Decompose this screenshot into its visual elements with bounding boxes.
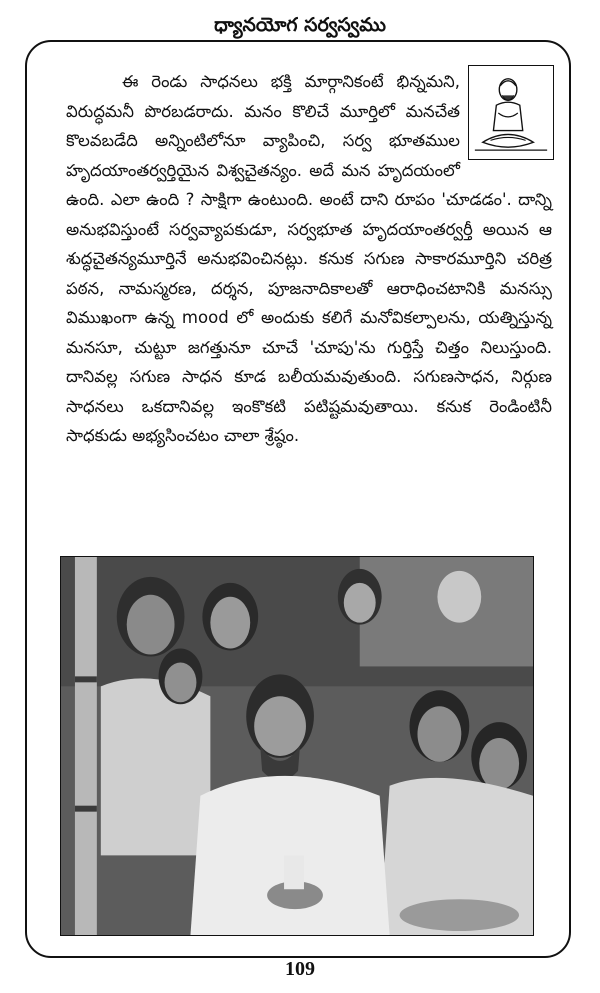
- page-number: 109: [285, 958, 315, 980]
- body-paragraph: ఈ రెండు సాధనలు భక్తి మార్గానికంటే భిన్నమని, విరుద్ధమనీ పొరబడరాదు. మనం కొలిచే మూర్తిలో మనచేత కొలవబడేది అన్నింటిలోనూ వ్యాపించి, సర్వ భూతముల హృదయాంతర్వర్తియైన విశ్వచైతన్యం. అదే మన హృదయంలో ఉంది. ఎలా ఉంది ? సాక్షిగా ఉంటుంది. అంటే దాని రూపం 'చూడడం'. దాన్ని అనుభవిస్తుంటే సర్వవ్యాపకుడూ, సర్వభూత హృదయాంతర్వర్తీ అయిన ఆ శుద్ధచైతన్యమూర్తినే అనుభవించినట్లు. కనుక సగుణ సాకారమూర్తిని చరిత్ర పఠన, నామస్మరణ, దర్శన, పూజనాదికాలతో ఆరాధించటానికి మనస్సు విముఖంగా ఉన్న mood లో అందుకు కలిగే మనోవికల్పాలను, యత్నిస్తున్న మనసూ, చుట్టూ జగత్తునూ చూచే 'చూపు'ను గుర్తిస్తే చిత్తం నిలుస్తుంది. దానివల్ల సగుణ సాధన కూడ బలీయమవుతుంది. సగుణసాధన, నిర్గుణ సాధనలు ఒకదానివల్ల ఇంకొకటి పటిష్టమవుతాయి. కనుక రెండింటినీ సాధకుడు అభ్యసించటం చాలా శ్రేష్ఠం.: [66, 72, 552, 445]
- body-text: [66, 67, 552, 451]
- group-photo-icon: [61, 557, 533, 935]
- photograph: [60, 556, 534, 936]
- page-header: ధ్యానయోగ సర్వస్వము: [214, 14, 386, 36]
